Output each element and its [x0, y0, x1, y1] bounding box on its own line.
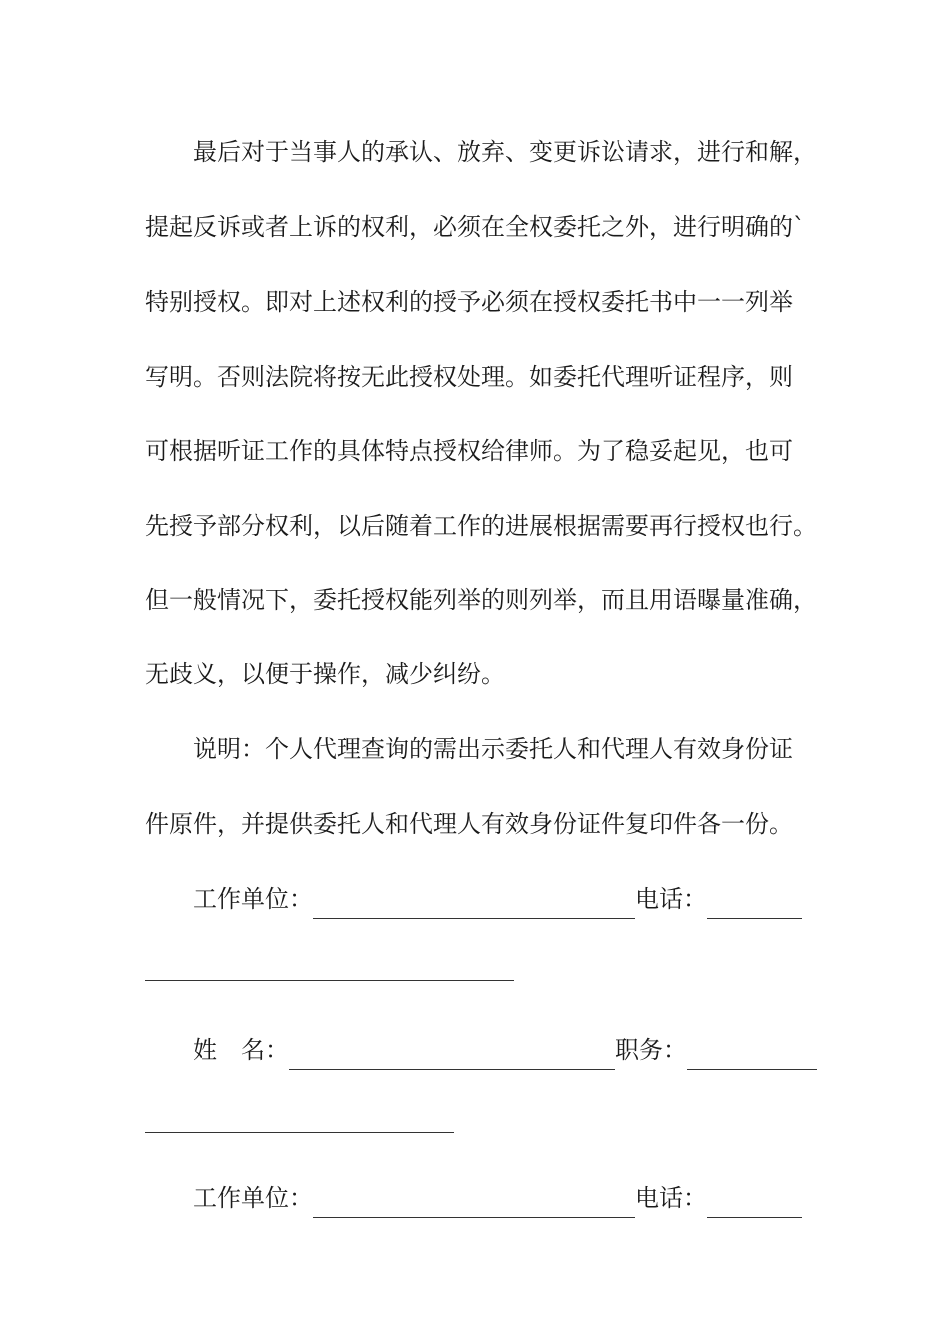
- paragraph-line-1: 最后对于当事人的承认、放弃、变更诉讼请求，进行和解，: [193, 138, 817, 166]
- work-unit-blank-2[interactable]: [313, 1187, 635, 1218]
- position-blank-continuation[interactable]: [145, 1132, 454, 1133]
- note-line-1: 说明：个人代理查询的需出示委托人和代理人有效身份证: [193, 735, 793, 763]
- form-row-work-unit-2: [193, 1178, 802, 1218]
- phone-label-2: 电话：: [635, 1184, 707, 1212]
- paragraph-line-3: 特别授权。即对上述权利的授予必须在授权委托书中一一列举: [145, 288, 793, 316]
- work-unit-label-2: 工作单位：: [193, 1184, 313, 1212]
- note-line-2: 件原件，并提供委托人和代理人有效身份证件复印件各一份。: [145, 810, 793, 838]
- phone-blank[interactable]: [707, 888, 802, 919]
- work-unit-label: 工作单位：: [193, 885, 313, 913]
- phone-label: 电话：: [635, 885, 707, 913]
- form-row-name: [193, 1030, 817, 1070]
- paragraph-line-5: 可根据听证工作的具体特点授权给律师。为了稳妥起见，也可: [145, 437, 793, 465]
- name-label: 姓 名：: [193, 1036, 289, 1064]
- name-blank[interactable]: [289, 1039, 615, 1070]
- paragraph-line-8: 无歧义，以便于操作，减少纠纷。: [145, 660, 505, 688]
- work-unit-blank[interactable]: [313, 888, 635, 919]
- paragraph-line-7: 但一般情况下，委托授权能列举的则列举，而且用语曝量准确，: [145, 586, 817, 614]
- phone-blank-continuation[interactable]: [145, 980, 514, 981]
- form-row-work-unit-1: [193, 879, 802, 919]
- paragraph-line-2: 提起反诉或者上诉的权利，必须在全权委托之外，进行明确的`: [145, 213, 805, 241]
- position-label: 职务：: [615, 1036, 687, 1064]
- phone-blank-2[interactable]: [707, 1187, 802, 1218]
- position-blank[interactable]: [687, 1039, 817, 1070]
- paragraph-line-6: 先授予部分权利，以后随着工作的进展根据需要再行授权也行。: [145, 512, 817, 540]
- paragraph-line-4: 写明。否则法院将按无此授权处理。如委托代理听证程序，则: [145, 363, 793, 391]
